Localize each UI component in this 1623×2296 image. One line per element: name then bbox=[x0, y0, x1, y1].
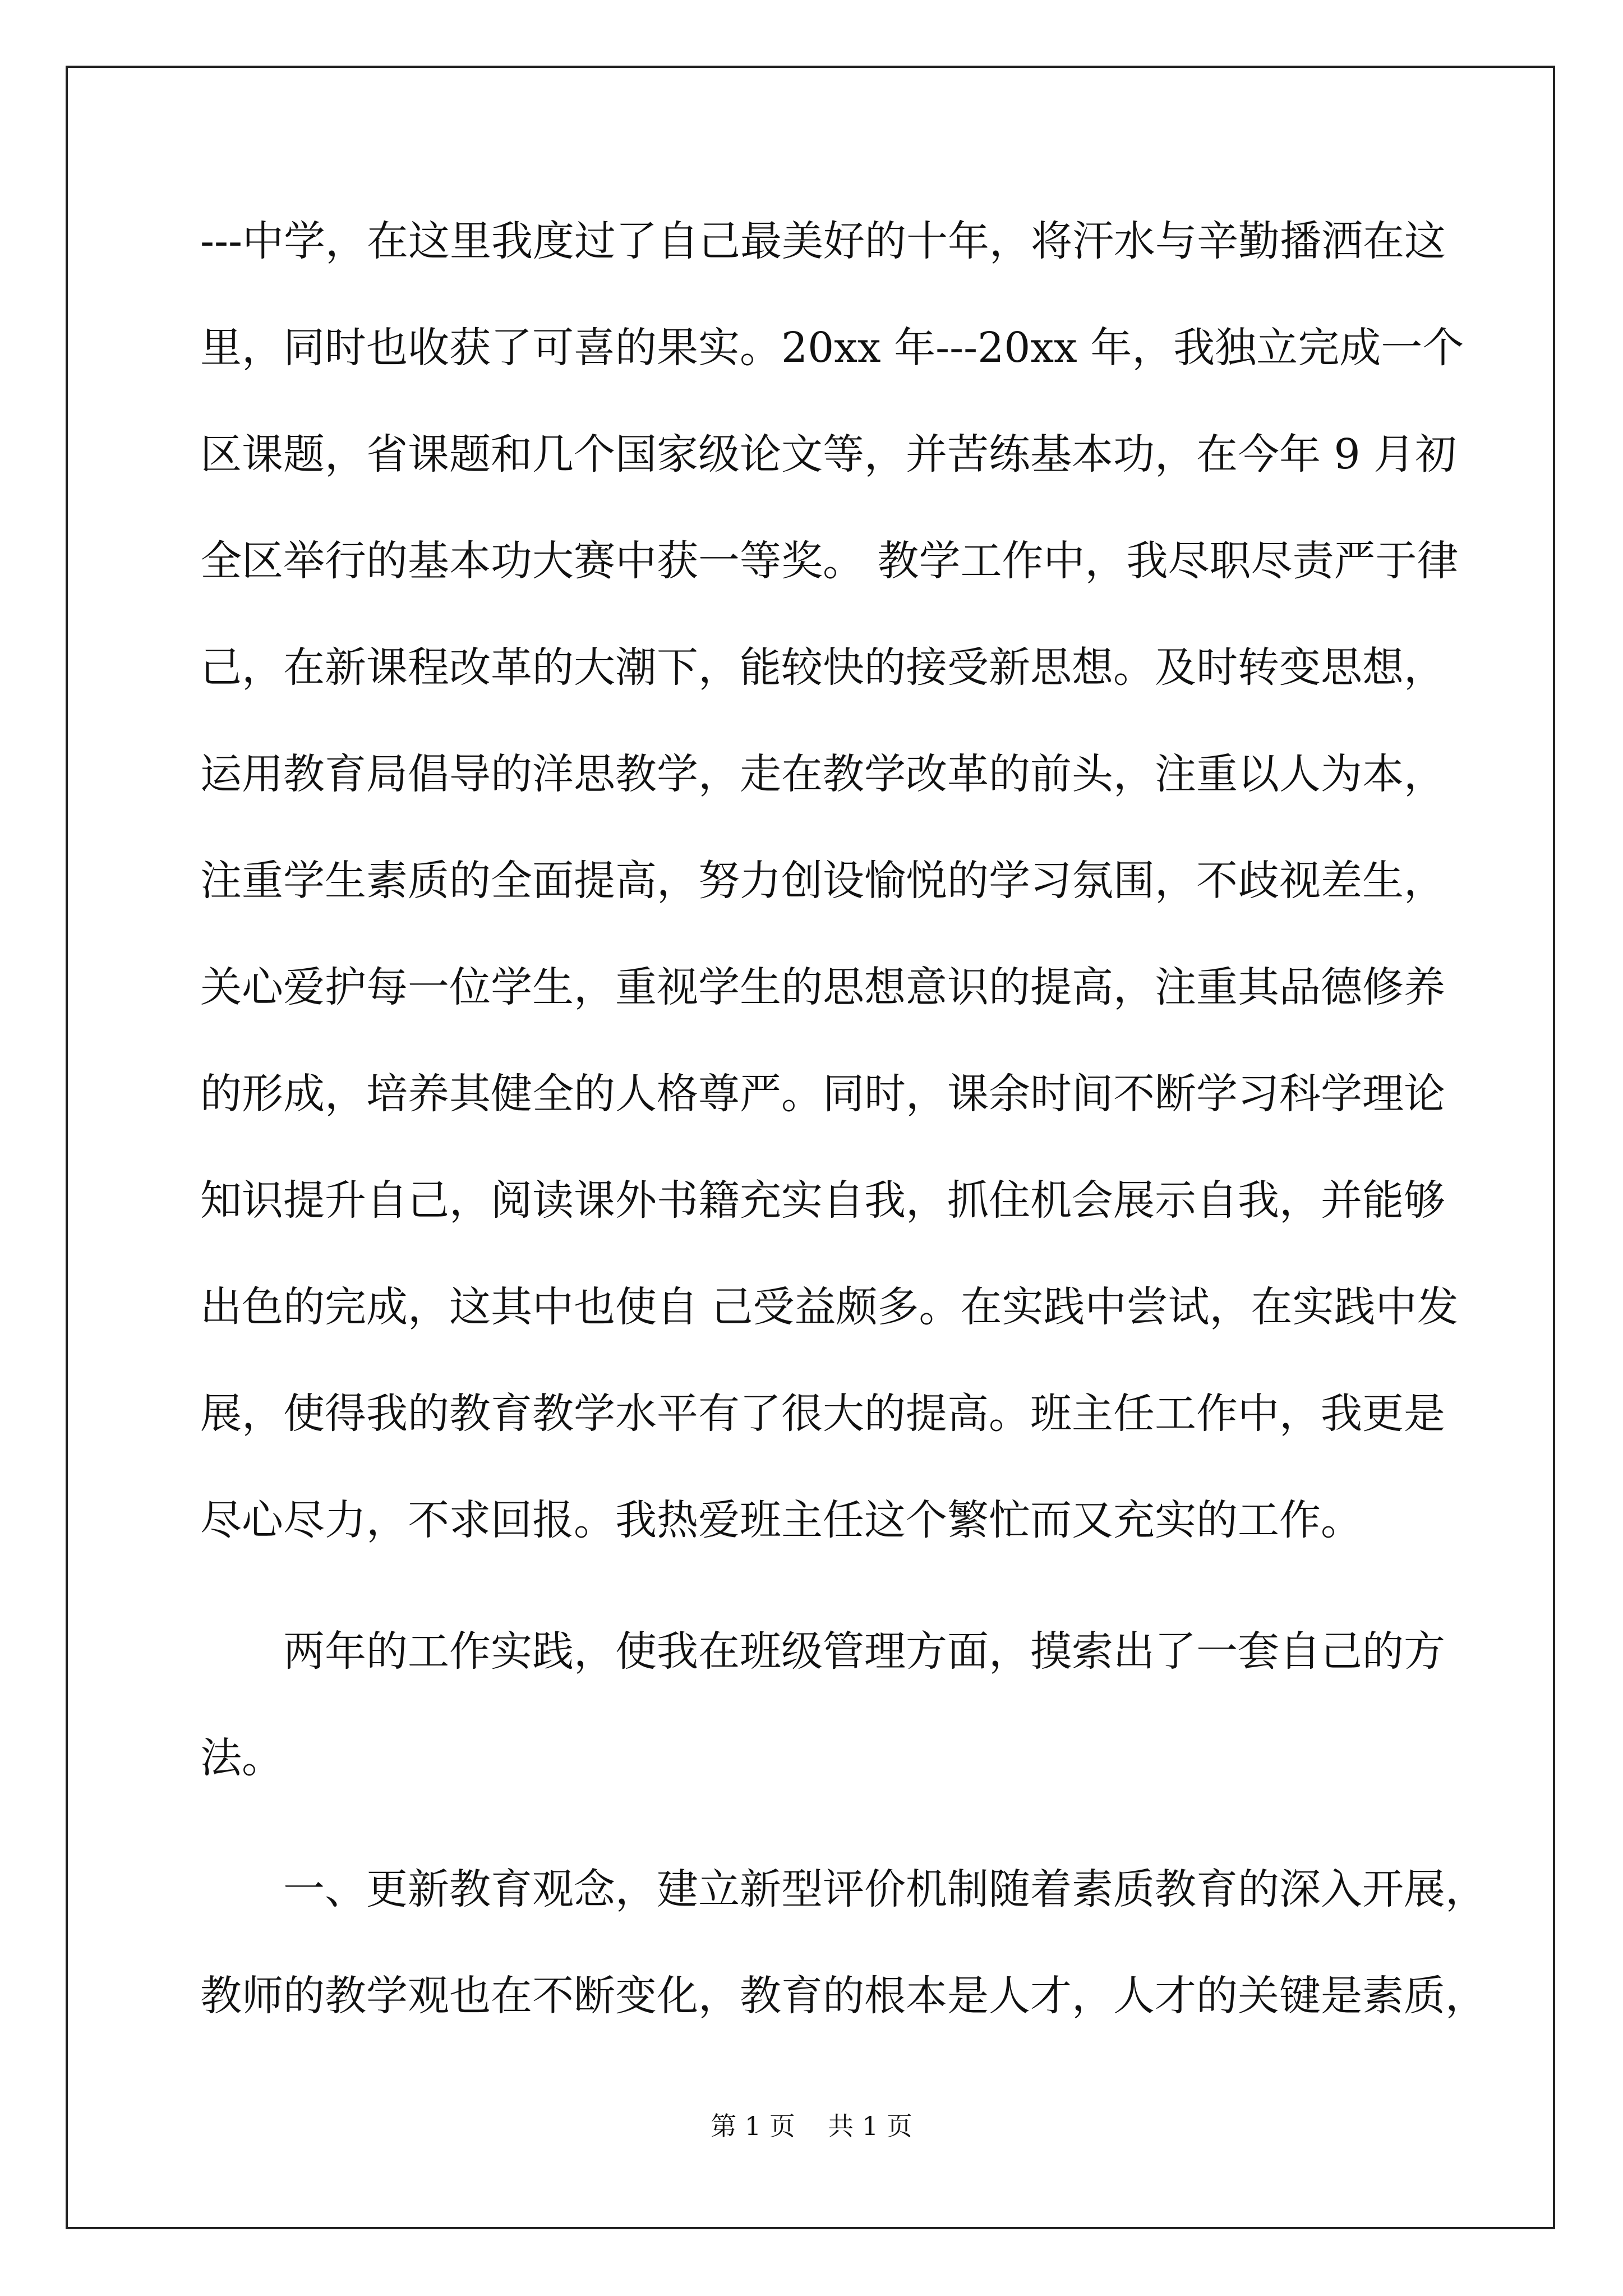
text-line: 的形成，培养其健全的人格尊严。同时，课余时间不断学习科学理论 bbox=[200, 1070, 1445, 1118]
text-line: 全区举行的基本功大赛中获一等奖。 教学工作中，我尽职尽责严于律 bbox=[200, 537, 1459, 585]
text-line: 出色的完成，这其中也使自 己受益颇多。在实践中尝试，在实践中发 bbox=[200, 1283, 1459, 1331]
text-line: 关心爱护每一位学生，重视学生的思想意识的提高，注重其品德修养 bbox=[200, 963, 1445, 1011]
text-line: 教师的教学观也在不断变化，教育的根本是人才，人才的关键是素质， bbox=[200, 1972, 1487, 2020]
text-line: 运用教育局倡导的洋思教学，走在教学改革的前头，注重以人为本， bbox=[200, 750, 1445, 798]
document-body bbox=[200, 213, 1487, 2074]
text-line: 一、更新教育观念，建立新型评价机制随着素质教育的深入开展， bbox=[283, 1865, 1487, 1913]
text-line: 尽心尽力，不求回报。我热爱班主任这个繁忙而又充实的工作。 bbox=[200, 1496, 1362, 1544]
text-line: 展，使得我的教育教学水平有了很大的提高。班主任工作中，我更是 bbox=[200, 1389, 1445, 1438]
text-line: ---中学，在这里我度过了自己最美好的十年，将汗水与辛勤播洒在这 bbox=[200, 217, 1446, 265]
text-line: 知识提升自己，阅读课外书籍充实自我，抓住机会展示自我，并能够 bbox=[200, 1176, 1445, 1225]
text-line: 里，同时也收获了可喜的果实。20xx 年---20xx 年，我独立完成一个 bbox=[200, 324, 1464, 372]
paragraph-gap bbox=[200, 1599, 1434, 1623]
paragraph-gap bbox=[200, 1837, 1434, 1861]
text-line: 区课题，省课题和几个国家级论文等，并苦练基本功，在今年 9 月初 bbox=[200, 430, 1457, 478]
text-line: 注重学生素质的全面提高，努力创设愉悦的学习氛围，不歧视差生， bbox=[200, 857, 1445, 905]
text-line: 己，在新课程改革的大潮下，能较快的接受新思想。及时转变思想， bbox=[200, 643, 1445, 692]
text-line: 法。 bbox=[200, 1734, 283, 1782]
page-number-footer: 第 1 页 共 1 页 bbox=[711, 2111, 912, 2141]
text-line: 两年的工作实践，使我在班级管理方面，摸索出了一套自己的方 bbox=[283, 1627, 1445, 1676]
